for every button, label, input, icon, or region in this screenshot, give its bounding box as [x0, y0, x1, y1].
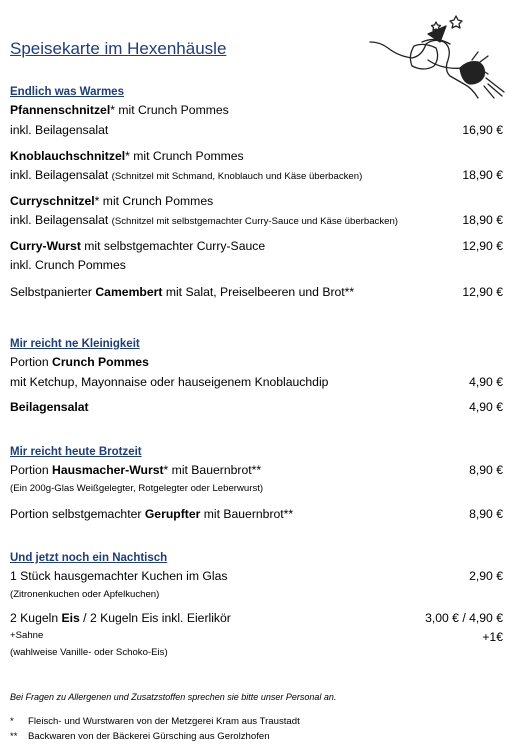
menu-item-line: mit Ketchup, Mayonnaise oder hauseigenem Knoblauchdip — [10, 375, 329, 389]
price: 12,90 € — [462, 239, 503, 253]
price: 18,90 € — [462, 213, 503, 227]
menu-item-kuchen: 1 Stück hausgemachter Kuchen im Glas — [10, 569, 228, 583]
price: 4,90 € — [469, 400, 503, 414]
menu-item-note: (Zitronenkuchen oder Apfelkuchen) — [10, 589, 160, 600]
price: 18,90 € — [462, 168, 503, 182]
menu-item-pfannenschnitzel: Pfannenschnitzel* mit Crunch Pommes — [10, 103, 229, 117]
price: +1€ — [482, 630, 503, 644]
section-heading: Mir reicht ne Kleinigkeit — [10, 338, 140, 350]
menu-item-line: inkl. Beilagensalat (Schnitzel mit Schmand, Knoblauch und Käse überbacken) — [10, 168, 363, 182]
price: 8,90 € — [469, 463, 503, 477]
menu-item-line: inkl. Beilagensalat — [10, 123, 109, 137]
menu-item-gerupfter: Portion selbstgemachter Gerupfter mit Bauernbrot** — [10, 507, 294, 521]
menu-item-pommes: Portion Crunch Pommes — [10, 355, 149, 369]
menu-item-curryschnitzel: Curryschnitzel* mit Crunch Pommes — [10, 194, 214, 208]
menu-item-eis: 2 Kugeln Eis / 2 Kugeln Eis inkl. Eierlikör — [10, 611, 231, 625]
menu-item-note: (wahlweise Vanille- oder Schoko-Eis) — [10, 647, 168, 658]
allergen-note: Bei Fragen zu Allergenen und Zusatzstoffen sprechen sie bitte unser Personal an. — [10, 692, 337, 702]
footnote: * Fleisch- und Wurstwaren von der Metzgerei Kram aus Traustadt — [10, 716, 300, 727]
menu-item-line: +Sahne — [10, 630, 44, 641]
page-title: Speisekarte im Hexenhäusle — [10, 39, 227, 58]
menu-item-note: (Ein 200g-Glas Weißgelegter, Rotgelegter oder Leberwurst) — [10, 483, 264, 494]
price: 16,90 € — [462, 123, 503, 137]
price: 2,90 € — [469, 569, 503, 583]
price: 3,00 € / 4,90 € — [425, 611, 503, 625]
menu-item-beilagensalat: Beilagensalat — [10, 400, 89, 414]
menu-item-hausmacher-wurst: Portion Hausmacher-Wurst* mit Bauernbrot** — [10, 463, 262, 477]
price: 4,90 € — [469, 375, 503, 389]
footnote: ** Backwaren von der Bäckerei Gürsching aus Gerolzhofen — [10, 731, 270, 742]
price: 12,90 € — [462, 285, 503, 299]
witch-on-broom-illustration — [368, 8, 508, 100]
section-heading: Endlich was Warmes — [10, 86, 124, 98]
menu-item-line: inkl. Beilagensalat (Schnitzel mit selbstgemachter Curry-Sauce und Käse überbacken) — [10, 213, 398, 227]
menu-item-camembert: Selbstpanierter Camembert mit Salat, Preiselbeeren und Brot** — [10, 285, 355, 299]
section-heading: Und jetzt noch ein Nachtisch — [10, 552, 168, 564]
price: 8,90 € — [469, 507, 503, 521]
menu-item-currywurst: Curry-Wurst mit selbstgemachter Curry-Sauce — [10, 239, 266, 253]
menu-item-line: inkl. Crunch Pommes — [10, 258, 126, 272]
section-heading: Mir reicht heute Brotzeit — [10, 446, 142, 458]
menu-item-knoblauchschnitzel: Knoblauchschnitzel* mit Crunch Pommes — [10, 149, 244, 163]
